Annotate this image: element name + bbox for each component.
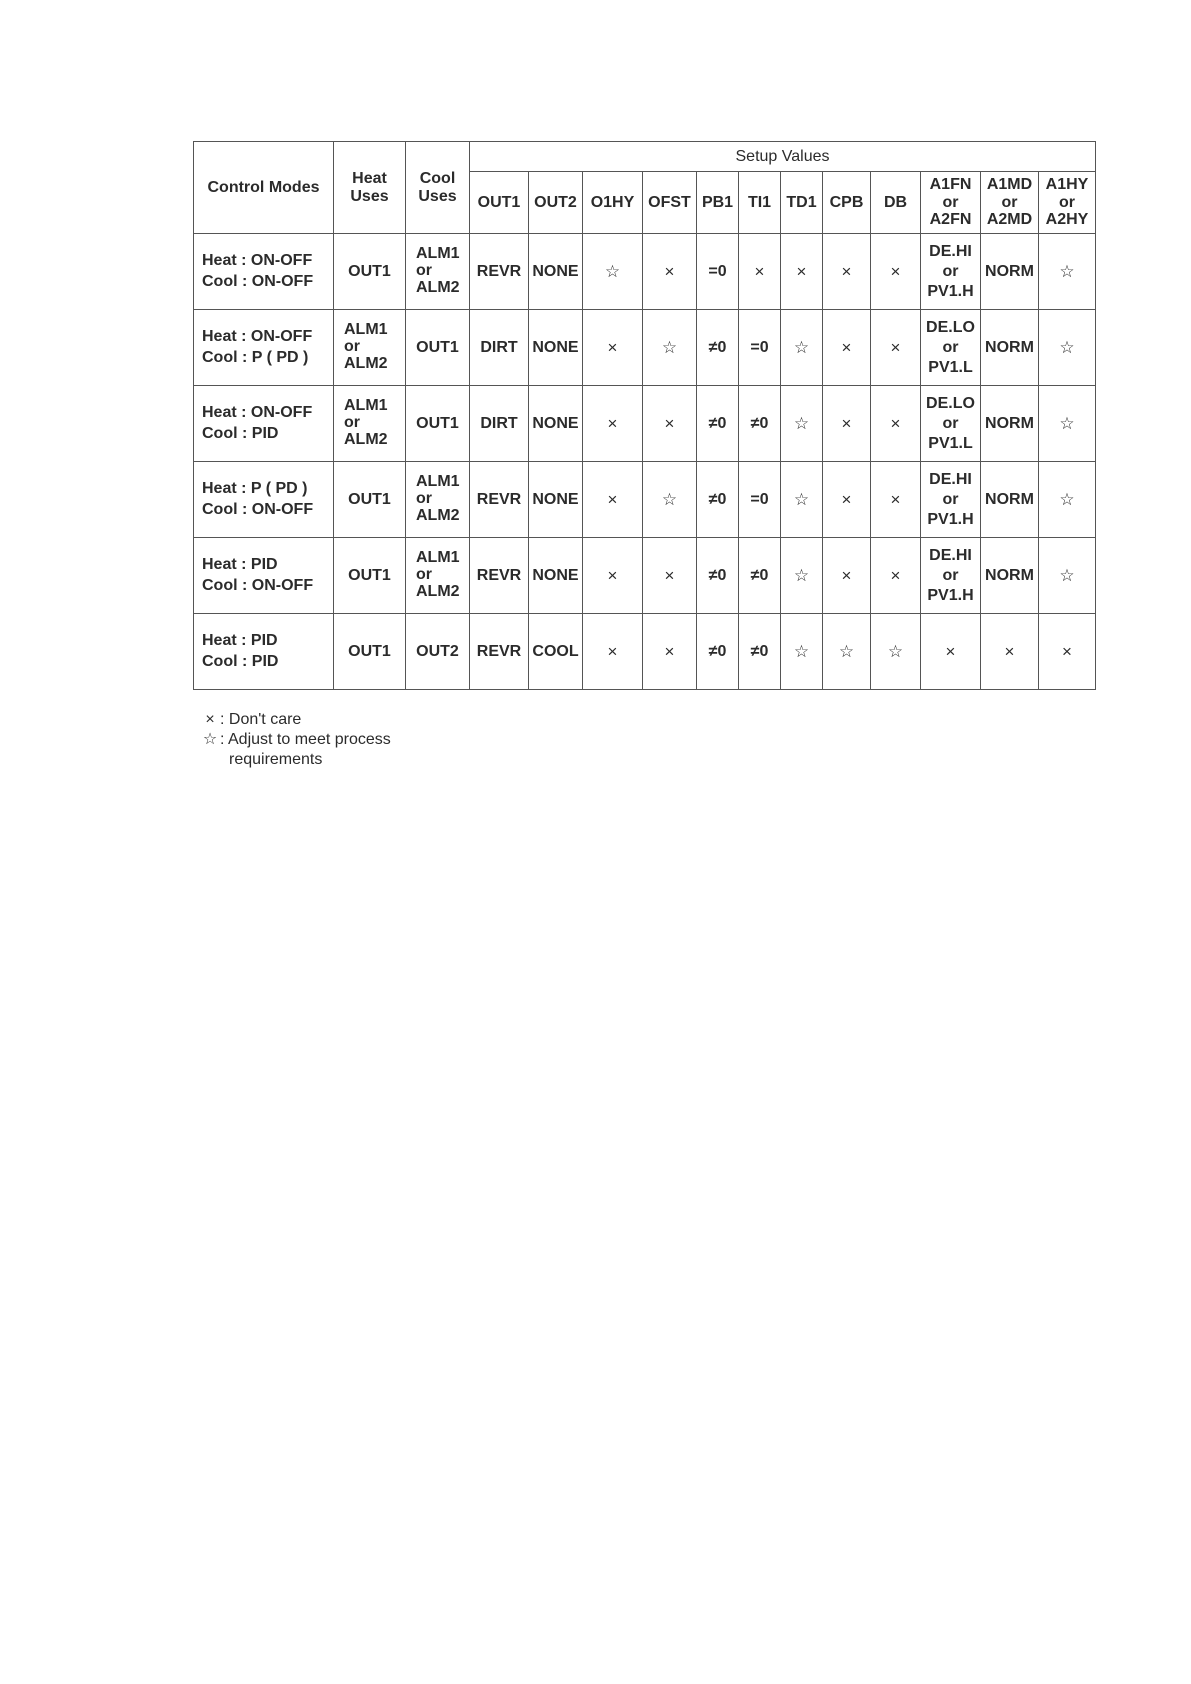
setup-value-ofst: ×: [643, 234, 697, 310]
setup-value-pb1: ≠0: [697, 386, 739, 462]
heat-uses-line: ALM2: [344, 354, 388, 372]
a1fn-line: PV1.H: [927, 586, 974, 604]
cool-uses-line: OUT2: [416, 642, 459, 660]
header-a1md-line: or: [1001, 193, 1018, 211]
cool-uses-line: or: [416, 490, 432, 508]
a1fn-line: or: [942, 490, 959, 508]
setup-value-a1hy: ☆: [1039, 538, 1096, 614]
control-mode-cell: [194, 386, 334, 462]
setup-value-ti1: ×: [739, 234, 781, 310]
header-o1hy: O1HY: [583, 172, 643, 234]
heat-uses-cell: [334, 234, 406, 310]
cool-uses-line: ALM1: [416, 245, 460, 263]
header-a1hy-line: or: [1059, 193, 1075, 211]
a1fn-line: PV1.H: [927, 282, 974, 300]
heat-uses-line: ALM1: [344, 397, 388, 415]
setup-value-cpb: ×: [823, 538, 871, 614]
control-mode-line: Cool : PID: [202, 652, 279, 670]
setup-value-pb1: ≠0: [697, 538, 739, 614]
table-body: [194, 234, 1096, 690]
heat-uses-line: OUT1: [348, 262, 391, 280]
header-cpb: CPB: [823, 172, 871, 234]
control-mode-line: Heat : PID: [202, 555, 278, 573]
header-pb1: PB1: [697, 172, 739, 234]
control-mode-line: Heat : PID: [202, 631, 278, 649]
heat-uses-line: ALM1: [344, 321, 388, 339]
cool-uses-line: ALM1: [416, 473, 460, 491]
a1fn-line: ×: [945, 641, 956, 661]
setup-value-pb1: ≠0: [697, 310, 739, 386]
control-mode-line: Cool : ON-OFF: [202, 272, 314, 290]
setup-value-ofst: ×: [643, 614, 697, 690]
cool-uses-line: ALM2: [416, 278, 460, 296]
setup-value-a1hy: ×: [1039, 614, 1096, 690]
a1fn-line: or: [942, 338, 959, 356]
control-mode-line: Heat : ON-OFF: [202, 251, 313, 269]
setup-value-ti1: ≠0: [739, 386, 781, 462]
control-mode-line: Cool : ON-OFF: [202, 576, 314, 594]
setup-value-ti1: ≠0: [739, 614, 781, 690]
heat-uses-line: OUT1: [348, 566, 391, 584]
legend-item: [200, 730, 391, 770]
table-header-row: [194, 142, 1096, 172]
heat-uses-line: or: [344, 414, 360, 432]
setup-value-td1: ☆: [781, 310, 823, 386]
setup-value-ofst: ×: [643, 538, 697, 614]
table-row: [194, 386, 1096, 462]
control-mode-line: Heat : ON-OFF: [202, 327, 313, 345]
header-ofst: OFST: [643, 172, 697, 234]
setup-value-cpb: ×: [823, 386, 871, 462]
header-td1: TD1: [781, 172, 823, 234]
setup-value-pb1: ≠0: [697, 614, 739, 690]
control-mode-line: Cool : ON-OFF: [202, 500, 314, 518]
cool-uses-cell: [406, 462, 470, 538]
a1fn-line: or: [942, 414, 959, 432]
control-mode-line: Cool : P ( PD ): [202, 348, 309, 366]
setup-value-a1fn: [921, 234, 981, 310]
setup-value-a1fn: [921, 538, 981, 614]
header-setup-values: Setup Values: [470, 142, 1096, 172]
setup-value-pb1: =0: [697, 234, 739, 310]
header-a1fn-line: A2FN: [929, 211, 972, 229]
cool-uses-line: ALM1: [416, 549, 460, 567]
setup-value-ofst: ☆: [643, 310, 697, 386]
header-a1hy: [1039, 172, 1096, 234]
header-out2: OUT2: [529, 172, 583, 234]
control-mode-cell: [194, 462, 334, 538]
a1fn-line: DE.LO: [926, 318, 975, 336]
setup-value-a1md: NORM: [981, 310, 1039, 386]
setup-value-o1hy: ×: [583, 538, 643, 614]
control-mode-cell: [194, 234, 334, 310]
setup-value-a1hy: ☆: [1039, 310, 1096, 386]
setup-value-out2: NONE: [529, 538, 583, 614]
setup-value-td1: ☆: [781, 462, 823, 538]
setup-value-o1hy: ×: [583, 310, 643, 386]
header-cool-uses: [406, 142, 470, 234]
heat-uses-line: OUT1: [348, 490, 391, 508]
cool-uses-cell: [406, 614, 470, 690]
setup-value-o1hy: ×: [583, 386, 643, 462]
setup-value-pb1: ≠0: [697, 462, 739, 538]
a1fn-line: DE.LO: [926, 394, 975, 412]
heat-uses-cell: [334, 462, 406, 538]
a1fn-line: DE.HI: [929, 546, 972, 564]
setup-value-db: ×: [871, 234, 921, 310]
legend-text-line: : Adjust to meet process: [220, 731, 391, 748]
cool-uses-cell: [406, 386, 470, 462]
legend-text: [220, 730, 391, 770]
setup-value-out1: DIRT: [470, 386, 529, 462]
setup-value-out2: NONE: [529, 310, 583, 386]
setup-value-a1md: NORM: [981, 386, 1039, 462]
setup-value-a1fn: [921, 614, 981, 690]
setup-value-a1md: NORM: [981, 462, 1039, 538]
a1fn-line: PV1.H: [927, 510, 974, 528]
heat-uses-cell: [334, 310, 406, 386]
legend-text: [220, 710, 301, 730]
setup-value-td1: ☆: [781, 386, 823, 462]
cool-uses-line: or: [416, 566, 432, 584]
table-row: [194, 614, 1096, 690]
setup-value-out1: REVR: [470, 234, 529, 310]
legend-text-line: : Don't care: [220, 711, 302, 728]
setup-value-a1md: ×: [981, 614, 1039, 690]
cool-uses-line: or: [416, 262, 432, 280]
cool-uses-cell: [406, 234, 470, 310]
cool-uses-line: OUT1: [416, 338, 459, 356]
setup-value-td1: ☆: [781, 538, 823, 614]
header-a1fn-line: A1FN: [929, 175, 972, 193]
setup-value-a1hy: ☆: [1039, 234, 1096, 310]
setup-value-a1hy: ☆: [1039, 462, 1096, 538]
legend-text-line: requirements: [229, 751, 323, 768]
setup-value-ti1: ≠0: [739, 538, 781, 614]
a1fn-line: PV1.L: [928, 434, 973, 452]
table-row: [194, 538, 1096, 614]
header-heat-uses-line: Heat: [352, 169, 387, 187]
header-out1: OUT1: [470, 172, 529, 234]
setup-value-a1fn: [921, 310, 981, 386]
control-mode-line: Heat : P ( PD ): [202, 479, 308, 497]
symbol-legend: [200, 710, 391, 770]
setup-value-out2: NONE: [529, 234, 583, 310]
heat-uses-line: ALM2: [344, 430, 388, 448]
table-row: [194, 234, 1096, 310]
header-a1hy-line: A2HY: [1045, 211, 1089, 229]
heat-uses-cell: [334, 386, 406, 462]
cool-uses-line: ALM2: [416, 582, 460, 600]
setup-value-cpb: ×: [823, 310, 871, 386]
setup-value-db: ☆: [871, 614, 921, 690]
setup-value-out1: REVR: [470, 462, 529, 538]
setup-value-cpb: ☆: [823, 614, 871, 690]
heat-uses-line: or: [344, 338, 360, 356]
setup-value-td1: ☆: [781, 614, 823, 690]
setup-value-o1hy: ☆: [583, 234, 643, 310]
cool-uses-line: ALM2: [416, 506, 460, 524]
a1fn-line: DE.HI: [929, 242, 972, 260]
a1fn-line: PV1.L: [928, 358, 973, 376]
control-mode-line: Cool : PID: [202, 424, 279, 442]
setup-value-td1: ×: [781, 234, 823, 310]
header-heat-uses-line: Uses: [350, 187, 389, 205]
header-a1fn-line: or: [942, 193, 959, 211]
cool-uses-cell: [406, 538, 470, 614]
setup-value-out2: NONE: [529, 386, 583, 462]
setup-value-a1md: NORM: [981, 234, 1039, 310]
header-heat-uses: [334, 142, 406, 234]
header-cool-uses-line: Uses: [418, 187, 457, 205]
header-a1md-line: A2MD: [986, 211, 1033, 229]
cool-uses-cell: [406, 310, 470, 386]
legend-item: [200, 710, 391, 730]
setup-value-out1: REVR: [470, 538, 529, 614]
setup-value-o1hy: ×: [583, 614, 643, 690]
setup-value-a1md: NORM: [981, 538, 1039, 614]
header-a1fn: [921, 172, 981, 234]
setup-value-cpb: ×: [823, 234, 871, 310]
setup-value-a1fn: [921, 386, 981, 462]
table-row: [194, 462, 1096, 538]
setup-value-out2: NONE: [529, 462, 583, 538]
control-mode-cell: [194, 538, 334, 614]
header-ti1: TI1: [739, 172, 781, 234]
control-mode-cell: [194, 614, 334, 690]
star-icon: ☆: [202, 731, 218, 748]
header-a1md-line: A1MD: [986, 175, 1033, 193]
a1fn-line: or: [942, 262, 959, 280]
cross-icon: ×: [205, 711, 215, 728]
setup-value-db: ×: [871, 462, 921, 538]
header-a1hy-line: A1HY: [1045, 175, 1089, 193]
setup-value-out1: DIRT: [470, 310, 529, 386]
setup-value-db: ×: [871, 386, 921, 462]
table-row: [194, 310, 1096, 386]
setup-value-db: ×: [871, 538, 921, 614]
control-mode-cell: [194, 310, 334, 386]
heat-uses-cell: [334, 538, 406, 614]
setup-value-ofst: ×: [643, 386, 697, 462]
header-cool-uses-line: Cool: [419, 169, 456, 187]
setup-value-a1fn: [921, 462, 981, 538]
setup-value-ti1: =0: [739, 462, 781, 538]
setup-value-o1hy: ×: [583, 462, 643, 538]
header-a1md: [981, 172, 1039, 234]
setup-value-cpb: ×: [823, 462, 871, 538]
a1fn-line: or: [942, 566, 959, 584]
setup-value-a1hy: ☆: [1039, 386, 1096, 462]
heat-uses-line: OUT1: [348, 642, 391, 660]
control-mode-line: Heat : ON-OFF: [202, 403, 313, 421]
setup-value-db: ×: [871, 310, 921, 386]
header-control-modes: Control Modes: [194, 142, 334, 234]
cool-uses-line: OUT1: [416, 414, 459, 432]
control-modes-table: [193, 141, 1096, 690]
setup-value-ti1: =0: [739, 310, 781, 386]
setup-value-out2: COOL: [529, 614, 583, 690]
header-db: DB: [871, 172, 921, 234]
setup-value-ofst: ☆: [643, 462, 697, 538]
setup-value-out1: REVR: [470, 614, 529, 690]
a1fn-line: DE.HI: [929, 470, 972, 488]
heat-uses-cell: [334, 614, 406, 690]
